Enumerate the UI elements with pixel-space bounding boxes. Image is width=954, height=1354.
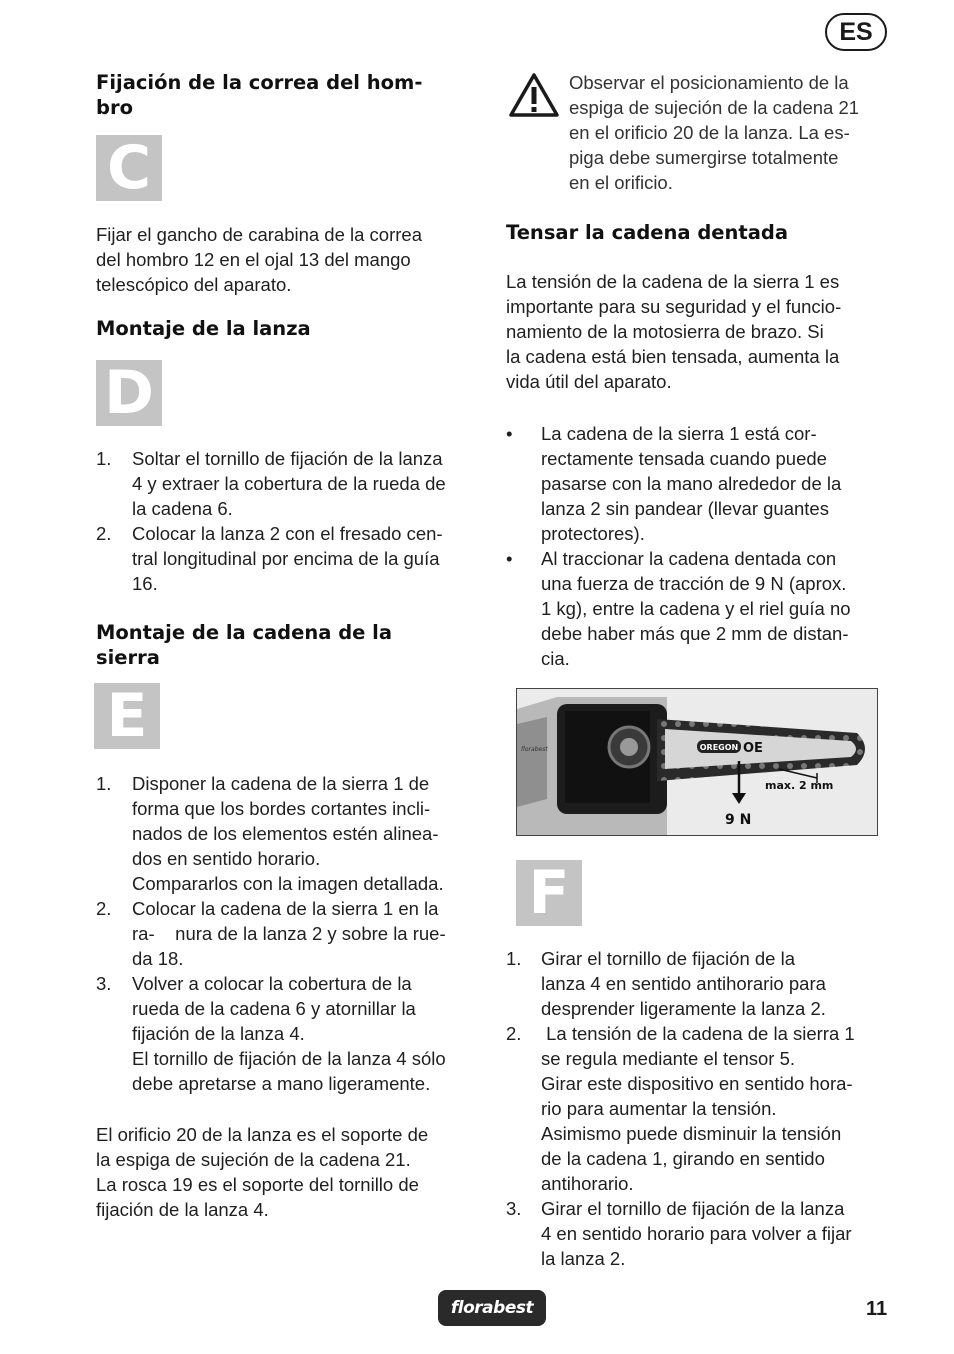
list-item: Soltar el tornillo de fijación de la lanza 4 y extraer la cobertura de la rueda de la cadena 6.: [132, 448, 446, 519]
chain-tension-photo: [516, 688, 878, 836]
section-heading-shoulder-strap: Fijación de la correa del hom- bro: [96, 71, 423, 119]
force-label: 9 N: [725, 812, 752, 828]
list-number: 1.: [96, 773, 112, 794]
warning-text: Observar el posicionamiento de la espiga de sujeción de la cadena 21 en el orificio 20 de la lanza. La es- piga debe sumergirse totalmente en el orificio.: [569, 72, 860, 193]
chainsaw-illustration: [517, 689, 877, 835]
tension-paragraph: La tensión de la cadena de la sierra 1 es importante para su seguridad y el funcio- namiento de la motosierra de brazo. Si la cadena está bien tensada, aumenta la vida útil del aparato.: [506, 271, 842, 392]
list-item: Volver a colocar la cobertura de la rueda de la cadena 6 y atornillar la fijación de la lanza 4. El tornillo de fijación de la lanza 4 sólo debe apretarse a mano ligeramente.: [132, 973, 446, 1094]
strap-paragraph: Fijar el gancho de carabina de la correa del hombro 12 en el ojal 13 del mango telescópico del aparato.: [96, 224, 422, 295]
tension-bullets: [506, 421, 906, 671]
list-item: Girar el tornillo de fijación de la lanza 4 en sentido horario para volver a fijar la lanza 2.: [541, 1198, 852, 1269]
list-item: Girar el tornillo de fijación de la lanza 4 en sentido antihorario para desprender ligeramente la lanza 2.: [541, 948, 826, 1019]
warning-triangle-icon: [508, 72, 560, 118]
figure-reference-d: D: [96, 360, 162, 426]
list-number: 1.: [96, 448, 112, 469]
bar-brand: OREGON: [699, 743, 739, 752]
bullet: •: [506, 423, 513, 444]
list-number: 2.: [96, 898, 112, 919]
figure-reference-c: C: [96, 135, 162, 201]
list-number: 3.: [96, 973, 112, 994]
list-item: Colocar la lanza 2 con el fresado cen- tral longitudinal por encima de la guía 16.: [132, 523, 443, 594]
bullet: •: [506, 548, 513, 569]
list-item: Colocar la cadena de la sierra 1 en la ra- nura de la lanza 2 y sobre la rue- da 18.: [132, 898, 446, 969]
tension-steps-list: [506, 946, 906, 1271]
max-gap-label: max. 2 mm: [765, 779, 834, 792]
figure-reference-e: E: [94, 683, 160, 749]
lance-hole-paragraph: El orificio 20 de la lanza es el soporte de la espiga de sujeción de la cadena 21. La rosca 19 es el soporte del tornillo de fijación de la lanza 4.: [96, 1124, 429, 1220]
body-brand: florabest: [521, 746, 548, 753]
page-number: 11: [866, 1298, 888, 1320]
section-heading-tension: Tensar la cadena dentada: [506, 221, 789, 244]
list-number: 2.: [96, 523, 112, 544]
florabest-logo: florabest: [438, 1290, 546, 1326]
language-badge: ES: [825, 13, 887, 51]
chain-steps-list: [96, 771, 496, 1101]
list-number: 1.: [506, 948, 522, 969]
list-item: La cadena de la sierra 1 está cor- rectamente tensada cuando puede pasarse con la mano alrededor de la lanza 2 sin pandear (llevar guantes protectores).: [541, 423, 842, 544]
lance-steps-list: [96, 446, 496, 596]
bar-brand-mark: OE: [743, 741, 763, 756]
section-heading-lance: Montaje de la lanza: [96, 317, 311, 340]
list-item: La tensión de la cadena de la sierra 1 se regula mediante el tensor 5. Girar este dispositivo en sentido hora- rio para aumentar la tensión. Asimismo puede disminuir la tensión de la cadena 1, girando en sentido antihorario.: [541, 1023, 855, 1194]
list-item: Al traccionar la cadena dentada con una fuerza de tracción de 9 N (aprox. 1 kg), entre la cadena y el riel guía no debe haber más que 2 mm de distan- cia.: [541, 548, 851, 669]
list-item: Disponer la cadena de la sierra 1 de forma que los bordes cortantes incli- nados de los elementos estén alinea- dos en sentido horario. Compararlos con la imagen detallada.: [132, 773, 444, 894]
figure-reference-f: F: [516, 860, 582, 926]
list-number: 3.: [506, 1198, 522, 1219]
list-number: 2.: [506, 1023, 522, 1044]
section-heading-chain: Montaje de la cadena de la sierra: [96, 621, 393, 669]
